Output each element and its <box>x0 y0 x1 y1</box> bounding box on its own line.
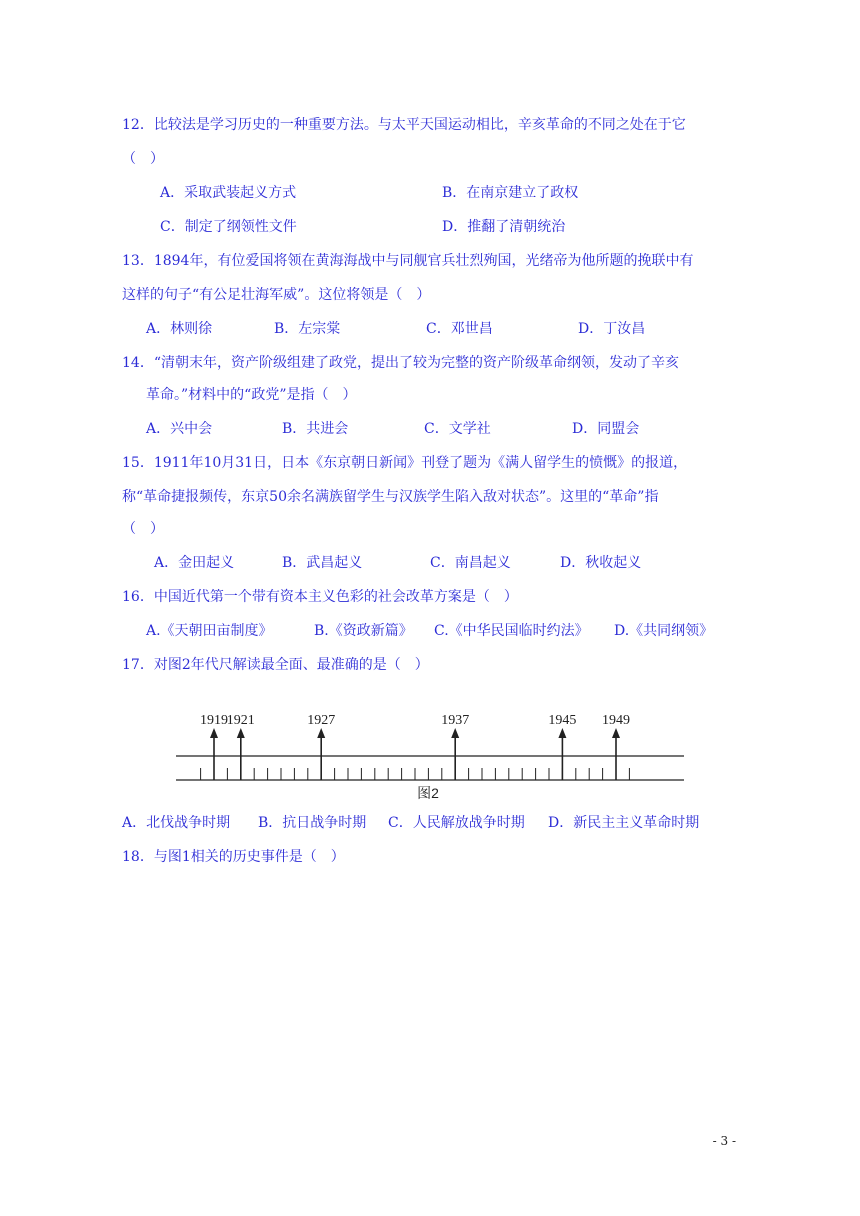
question-12-option-b: B．在南京建立了政权 <box>442 185 579 201</box>
question-15-option-c: C．南昌起义 <box>430 555 511 571</box>
question-15-option-a: A．金田起义 <box>154 555 235 571</box>
figure-caption: 图2 <box>417 785 439 801</box>
timeline-year-label: 1919 <box>200 713 228 728</box>
question-12-line-2: （ ） <box>122 151 164 167</box>
question-17-option-b: B．抗日战争时期 <box>258 815 367 831</box>
question-14-option-b: B．共进会 <box>282 421 349 437</box>
timeline-year-label: 1937 <box>441 713 470 728</box>
timeline-arrow-1927 <box>317 728 325 738</box>
timeline-arrow-1921 <box>237 728 245 738</box>
question-17-option-a: A．北伐战争时期 <box>122 815 231 831</box>
page-number: - 3 - <box>712 1134 736 1148</box>
timeline-arrow-1937 <box>451 728 459 738</box>
question-15-option-d: D．秋收起义 <box>560 555 642 571</box>
question-12-option-a: A．采取武装起义方式 <box>160 185 297 201</box>
question-12-option-c: C．制定了纲领性文件 <box>160 219 297 235</box>
timeline-arrow-1949 <box>612 728 620 738</box>
question-16-option-c: C.《中华民国临时约法》 <box>434 623 589 639</box>
question-13-line-1: 13．1894年，有位爱国将领在黄海海战中与同舰官兵壮烈殉国，光绪帝为他所题的挽联中有 <box>122 253 694 269</box>
question-13-line-2: 这样的句子“有公足壮海军威”。这位将领是（ ） <box>122 287 431 303</box>
timeline-year-label: 1927 <box>307 713 336 728</box>
question-14-option-a: A．兴中会 <box>146 421 213 437</box>
question-15-line-3: （ ） <box>122 521 164 537</box>
question-18-line-1: 18．与图1相关的历史事件是（ ） <box>122 849 345 865</box>
question-17-line-1: 17．对图2年代尺解读最全面、最准确的是（ ） <box>122 657 429 673</box>
timeline-year-label: 1949 <box>602 713 630 728</box>
question-14-line-1: 14．“清朝末年，资产阶级组建了政党，提出了较为完整的资产阶级革命纲领，发动了辛亥 <box>122 355 679 371</box>
question-13-option-a: A．林则徐 <box>146 321 213 337</box>
question-14-line-2: 革命。”材料中的“政党”是指（ ） <box>146 387 357 403</box>
timeline-year-label: 1945 <box>548 713 577 728</box>
question-12-option-d: D．推翻了清朝统治 <box>442 219 566 235</box>
question-15-line-2: 称“革命捷报频传，东京50余名满族留学生与汉族学生陷入敌对状态”。这里的“革命”指 <box>122 489 659 505</box>
question-13-option-b: B．左宗棠 <box>274 321 341 337</box>
question-14-option-c: C．文学社 <box>424 421 491 437</box>
question-12-line-1: 12．比较法是学习历史的一种重要方法。与太平天国运动相比，辛亥革命的不同之处在于它 <box>122 117 686 133</box>
timeline-svg <box>172 706 688 810</box>
question-16-option-a: A.《天朝田亩制度》 <box>146 623 273 639</box>
question-17-option-d: D．新民主主义革命时期 <box>548 815 700 831</box>
timeline-figure <box>172 706 688 810</box>
question-17-option-c: C．人民解放战争时期 <box>388 815 525 831</box>
question-16-option-b: B.《资政新篇》 <box>314 623 413 639</box>
question-16-option-d: D.《共同纲领》 <box>614 623 714 639</box>
question-15-line-1: 15．1911年10月31日，日本《东京朝日新闻》刊登了题为《满人留学生的愤慨》的报道， <box>122 455 688 471</box>
timeline-ticks <box>201 768 630 780</box>
timeline-year-label: 1921 <box>226 713 255 728</box>
question-15-option-b: B．武昌起义 <box>282 555 363 571</box>
question-13-option-c: C．邓世昌 <box>426 321 493 337</box>
timeline-arrow-1919 <box>210 728 218 738</box>
question-14-option-d: D．同盟会 <box>572 421 640 437</box>
question-16-line-1: 16．中国近代第一个带有资本主义色彩的社会改革方案是（ ） <box>122 589 518 605</box>
timeline-arrow-1945 <box>558 728 566 738</box>
question-13-option-d: D．丁汝昌 <box>578 321 646 337</box>
